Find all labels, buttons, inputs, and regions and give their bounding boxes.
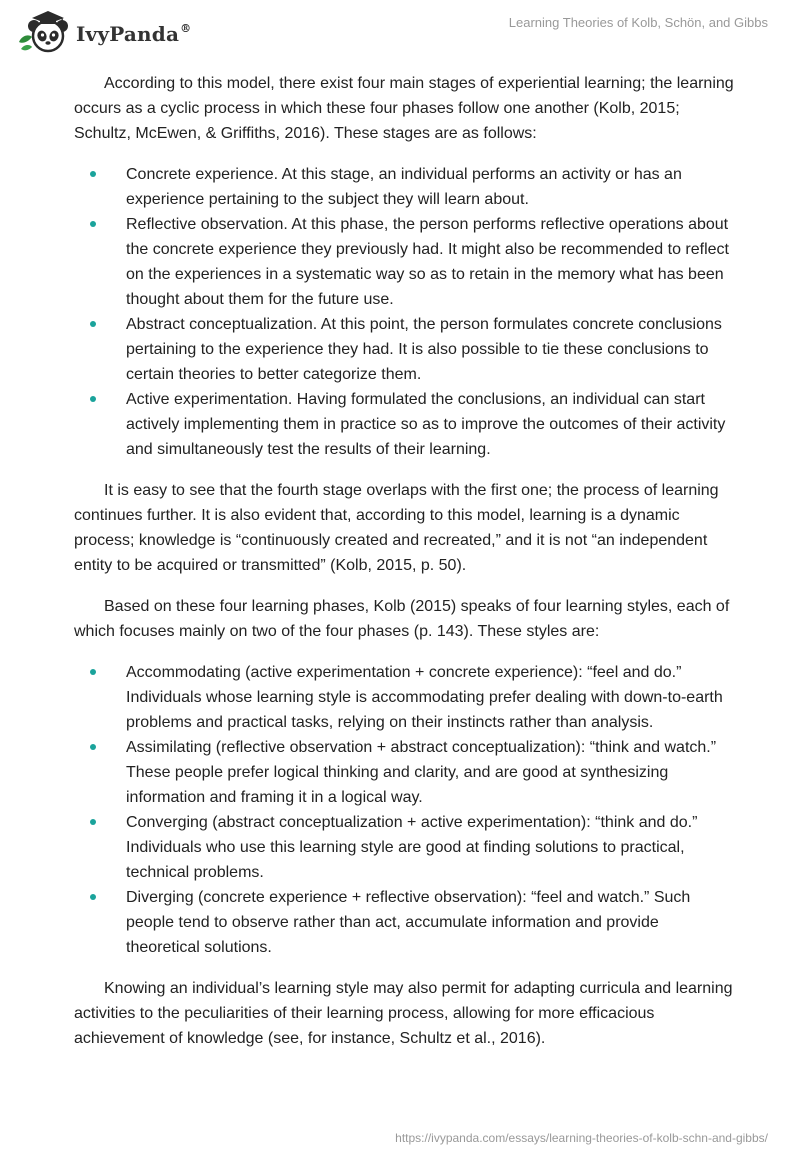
- paragraph-conclusion: Knowing an individual’s learning style may also permit for adapting curricula and learning activities to the peculiarities of their learning process, allowing for more efficacious achievement of knowledge (see, for instance, Schultz et al., 2016).: [74, 980, 733, 1047]
- bullet-icon: [90, 171, 96, 177]
- list-item-text: Assimilating (reflective observation + abstract conceptualization): “think and watch.” These people prefer logical thinking and clarity, and are good at synthesizing information and framing it in a logical way.: [126, 739, 717, 806]
- list-item: [74, 387, 734, 462]
- styles-list: [74, 660, 734, 960]
- bullet-icon: [90, 819, 96, 825]
- paragraph-overlap: It is easy to see that the fourth stage overlaps with the first one; the process of learning continues further. It is also evident that, according to this model, learning is a dynamic process; knowledge is “continuously created and recreated,” and it is not “an independent entity to be acquired or transmitted” (Kolb, 2015, p. 50).: [74, 482, 719, 574]
- brand-name-text: IvyPanda: [76, 22, 180, 46]
- stages-list: [74, 162, 734, 462]
- list-item: [74, 810, 734, 885]
- bullet-icon: [90, 221, 96, 227]
- list-item: [74, 312, 734, 387]
- bullet-icon: [90, 894, 96, 900]
- list-item: [74, 212, 734, 312]
- list-item: [74, 885, 734, 960]
- panda-graduate-icon: [16, 9, 74, 55]
- list-item-text: Diverging (concrete experience + reflective observation): “feel and watch.” Such people tend to observe rather than act, accumulate information and provide theoretical solutions.: [126, 889, 691, 956]
- paragraph-intro: According to this model, there exist four main stages of experiential learning; the learning occurs as a cyclic process in which these four phases follow one another (Kolb, 2015; Schultz, McEwen, & Griffiths, 2016). These stages are as follows:: [74, 75, 734, 142]
- paragraph-styles-intro: Based on these four learning phases, Kolb (2015) speaks of four learning styles, each of which focuses mainly on two of the four phases (p. 143). These styles are:: [74, 598, 730, 640]
- registered-mark: ®: [180, 22, 192, 35]
- bullet-icon: [90, 669, 96, 675]
- brand-name: [76, 22, 191, 46]
- source-url-link[interactable]: https://ivypanda.com/essays/learning-theories-of-kolb-schn-and-gibbs/: [395, 1131, 768, 1145]
- bullet-icon: [90, 396, 96, 402]
- bullet-icon: [90, 744, 96, 750]
- list-item-text: Converging (abstract conceptualization + active experimentation): “think and do.” Individuals who use this learning style are good at finding solutions to practical, technical problems.: [126, 814, 698, 881]
- document-title: Learning Theories of Kolb, Schön, and Gibbs: [508, 15, 768, 30]
- ivypanda-logo[interactable]: [16, 9, 191, 55]
- bullet-icon: [90, 321, 96, 327]
- list-item: [74, 162, 734, 212]
- page-header: [0, 0, 800, 62]
- list-item-text: Accommodating (active experimentation + concrete experience): “feel and do.” Individuals whose learning style is accommodating prefer dealing with down-to-earth problems and practical tasks, relying on their instincts rather than analysis.: [126, 664, 723, 731]
- list-item-text: Reflective observation. At this phase, the person performs reflective operations about the concrete experience they previously had. It might also be recommended to reflect on the experiences in a systematic way so as to retain in the memory what has been thought about them for the future use.: [126, 216, 729, 308]
- list-item: [74, 735, 734, 810]
- list-item-text: Abstract conceptualization. At this point, the person formulates concrete conclusions pertaining to the experience they had. It is also possible to tie these conclusions to certain theories to better categorize them.: [126, 316, 722, 383]
- list-item-text: Active experimentation. Having formulated the conclusions, an individual can start actively implementing them in practice so as to improve the outcomes of their activity and simultaneously test the results of their learning.: [126, 391, 726, 458]
- essay-body: [74, 71, 734, 1067]
- list-item-text: Concrete experience. At this stage, an individual performs an activity or has an experience pertaining to the subject they will learn about.: [126, 166, 682, 208]
- list-item: [74, 660, 734, 735]
